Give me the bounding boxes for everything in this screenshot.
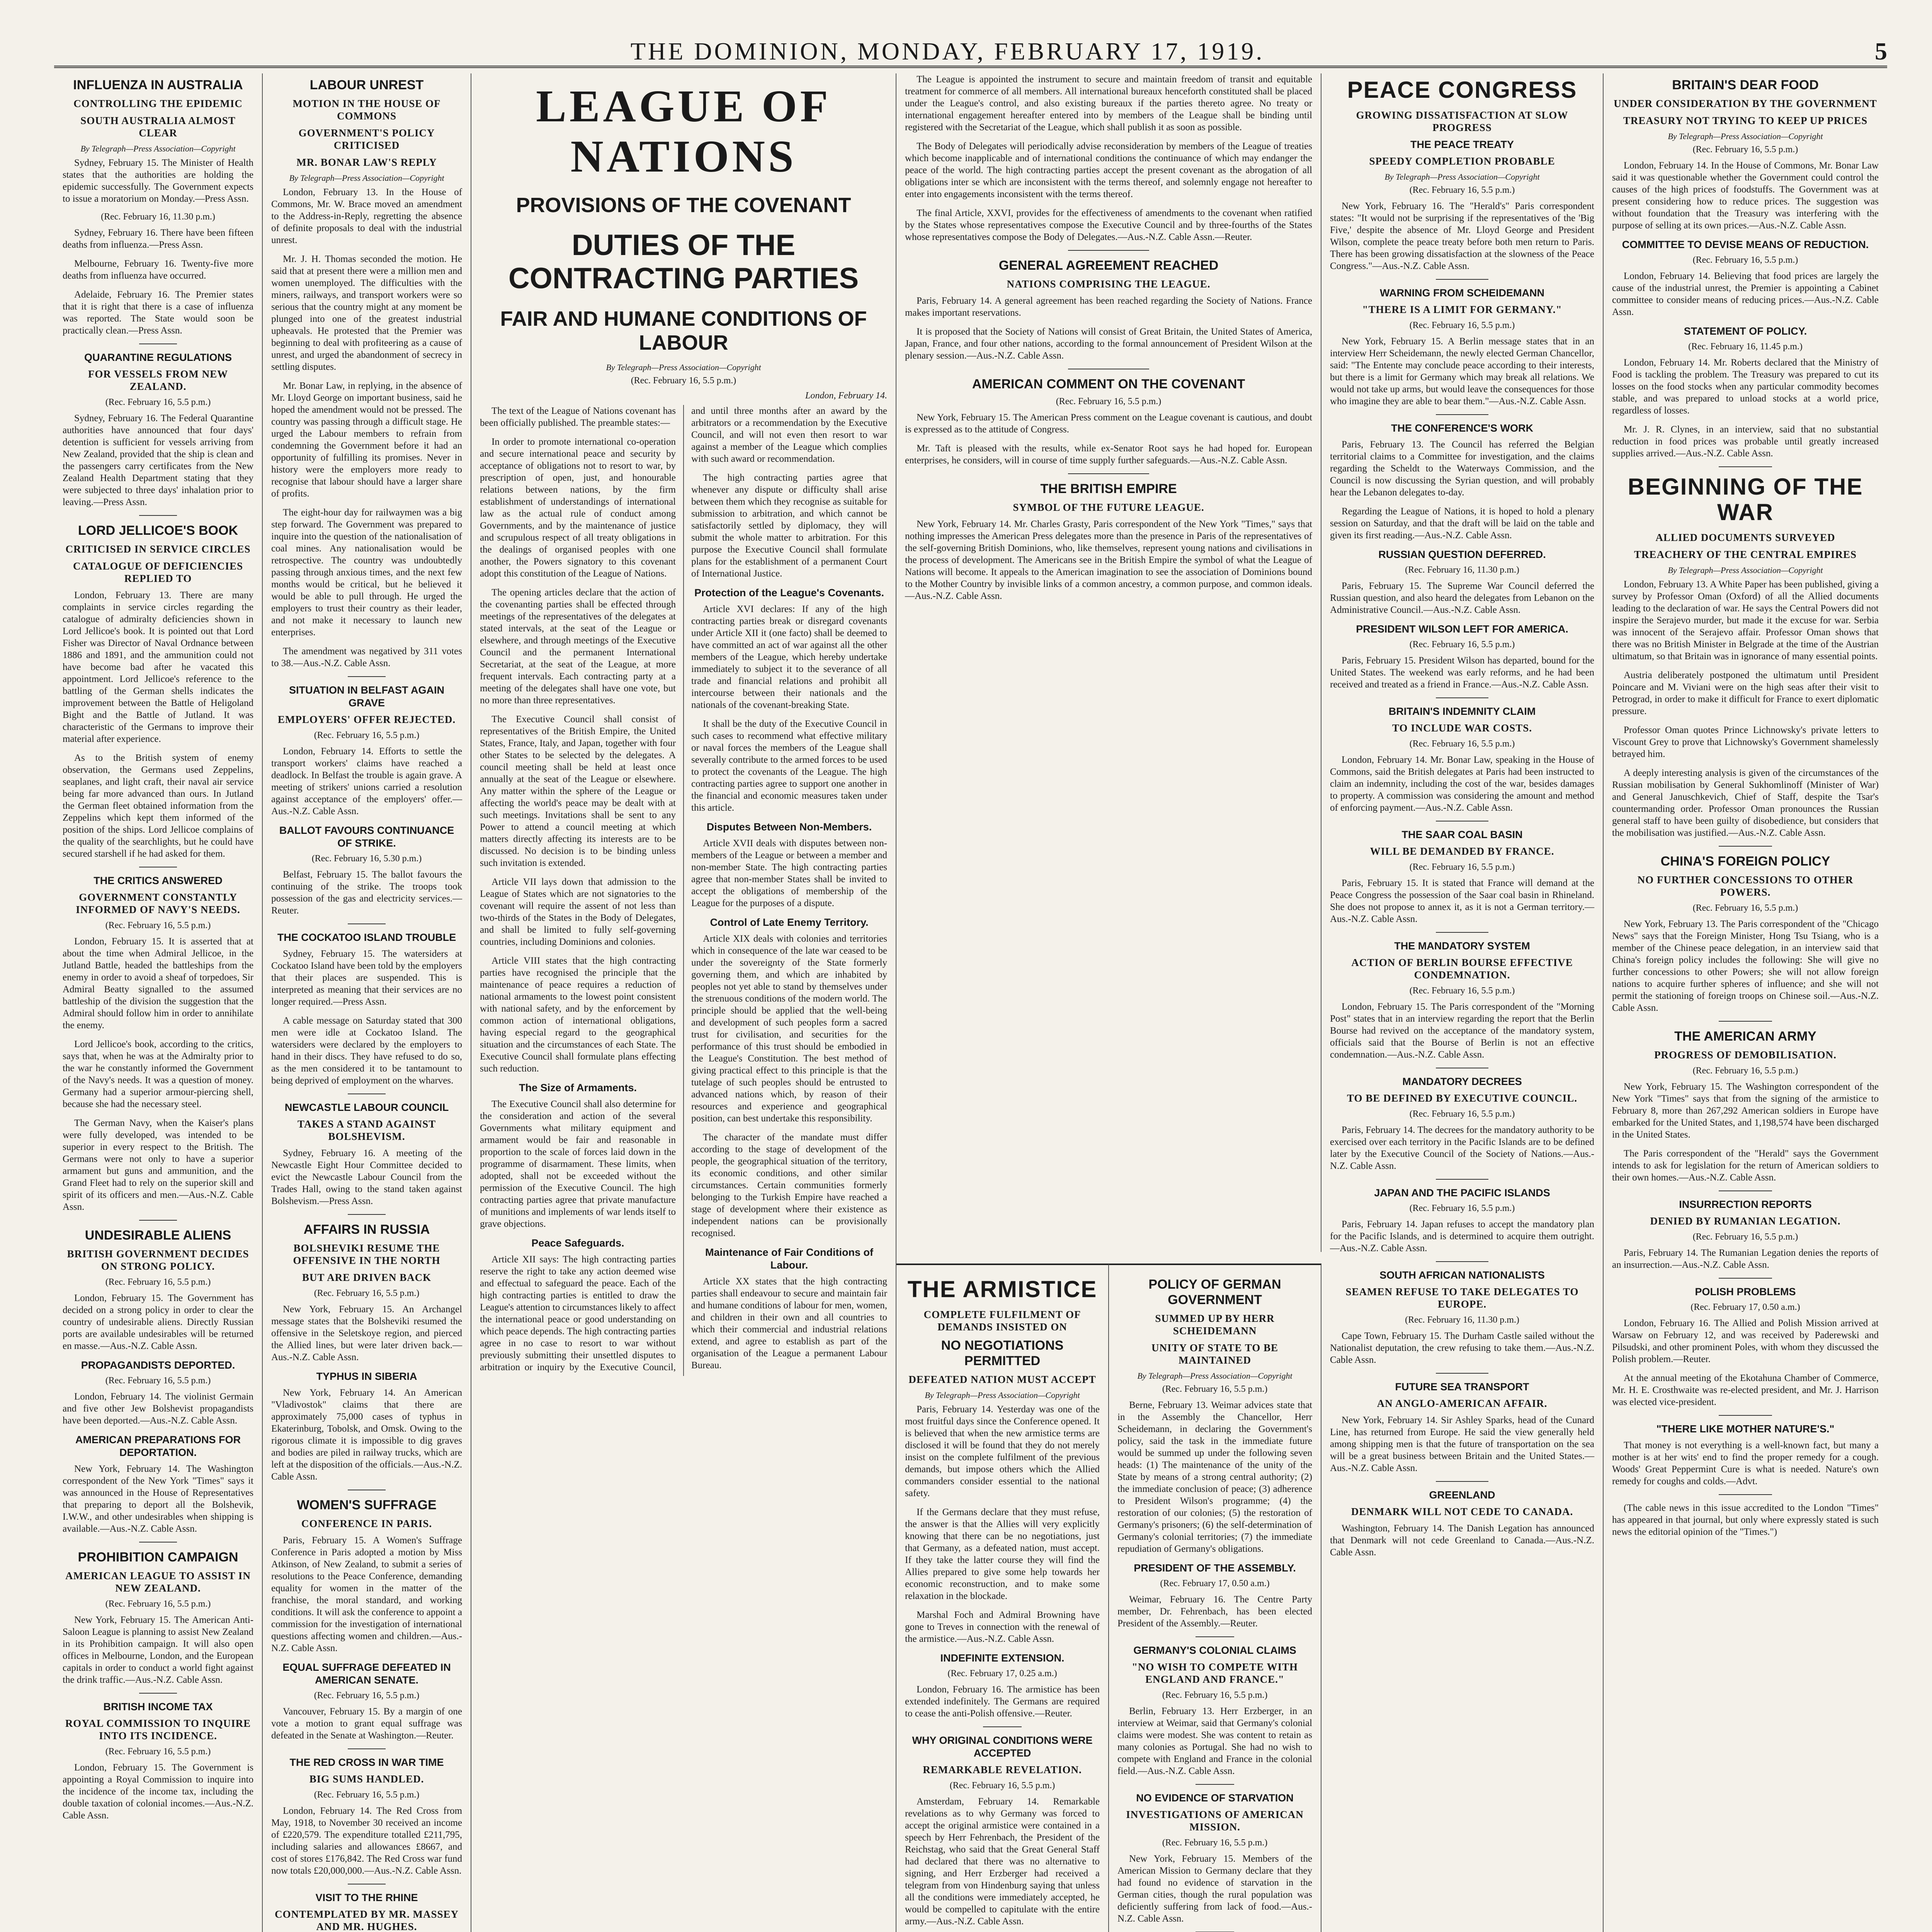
article-text: Sydney, February 15. The watersiders at Cockatoo Island have been told by the employers that their places are suspended. This is interpreted as meaning that their services are no longer required.—Press Assn. — [271, 949, 462, 1007]
subheadline: SEAMEN REFUSE TO TAKE DELEGATES TO EUROPE. — [1345, 1286, 1579, 1310]
section-heading: Protection of the League's Covenants. — [694, 587, 884, 599]
headline: THE CONFERENCE'S WORK — [1391, 422, 1533, 434]
section-heading: Maintenance of Fair Conditions of Labour. — [705, 1247, 873, 1271]
subheadline: THE PEACE TREATY — [1410, 139, 1514, 150]
headline: THE MANDATORY SYSTEM — [1394, 940, 1530, 952]
subheadline: MR. BONAR LAW'S REPLY — [296, 156, 437, 168]
article-text: New York, February 16. The "Herald's" Paris correspondent states: "It would not be surprising if the representatives of the 'Big Five,' despite the absence of Mr. Lloyd George and President Wilson, complete the peace treaty before both men return to Paris. There has been growing dissatisfaction at the slowness of the Peace Congress."—Aus.-N.Z. Cable Assn. — [1330, 201, 1594, 271]
receipt-date: (Rec. February 16, 11.30 p.m.) — [1405, 1315, 1519, 1325]
receipt-date: (Rec. February 16, 5.5 p.m.) — [1692, 255, 1798, 265]
headline: THE CRITICS ANSWERED — [94, 875, 223, 886]
receipt-date: (Rec. February 16, 5.5 p.m.) — [314, 1288, 420, 1298]
headline: QUARANTINE REGULATIONS — [84, 352, 232, 363]
article-text: Article VII lays down that admission to the League of States which are not signatories to the covenant will require the assent of not less than two-thirds of the States in the Body of Delegates, and shall be limited to fully self-governing countries, including Dominions and colonies. — [480, 877, 676, 947]
section-heading: Control of Late Enemy Territory. — [710, 917, 869, 928]
article-text: London, February 15. The Government has decided on a strong policy in order to clear the country of undesirable aliens. Directly Russian ports are available undesirables will be returned en masse.—Aus.-N.Z. Cable Assn. — [63, 1293, 253, 1351]
article-text: New York, February 15. The Washington correspondent of the New York "Times" says that from the signing of the armistice to February 8, more than 267,292 American soldiers in Europe have embarked for the United States, and 1,198,574 have been discharged in the United States. — [1612, 1082, 1879, 1140]
article-text: Weimar, February 16. The Centre Party member, Dr. Fehrenbach, has been elected President of the Assembly.—Reuter. — [1117, 1594, 1312, 1629]
article-text: The final Article, XXVI, provides for the effectiveness of amendments to the covenant when ratified by the States whose representatives compose the Executive Council and by three-fourths of the States whose representatives compose the Body of Delegates.—Aus.-N.Z. Cable Assn.—Reuter. — [905, 208, 1312, 242]
article-text: Belfast, February 15. The ballot favours the continuing of the strike. The troops took possession of the gas and electricity services.—Reuter. — [271, 869, 462, 916]
receipt-date: (Rec. February 16, 5.5 p.m.) — [1056, 396, 1162, 406]
article-text: Austria deliberately postponed the ultimatum until President Poincare and M. Viviani were on the high seas after their visit to Petrograd, in order to make it difficult for France to exert diplomatic pressure. — [1612, 670, 1879, 716]
subheadline: COMPLETE FULFILMENT OF DEMANDS INSISTED ON — [923, 1309, 1081, 1333]
headline: COMMITTEE TO DEVISE MEANS OF REDUCTION. — [1622, 239, 1869, 250]
credit-line: By Telegraph—Press Association—Copyright — [1668, 565, 1823, 575]
article-text: A deeply interesting analysis is given of the circumstances of the Russian mobilisation by General Sukhomlinoff (Minister of War) and General Januschkevich, Chief of Staff, despite the Tsar's countermanding order. Professor Oman pronounces the Russian general staff to have been guilty of disobedience, but considers that the mobilisation was justified.—Aus.-N.Z. Cable Assn. — [1612, 768, 1879, 838]
subheadline: SPEEDY COMPLETION PROBABLE — [1369, 155, 1555, 167]
article-text: At the annual meeting of the Ekotahuna Chamber of Commerce, Mr. H. E. Crosthwaite was re-elected president, and Mr. J. Harrison was elected vice-president. — [1612, 1373, 1879, 1407]
article-text: Mr. J. R. Clynes, in an interview, said that no substantial reduction in food prices was probable until greatly increased supplies arrived.—Aus.-N.Z. Cable Assn. — [1612, 424, 1879, 459]
headline: AFFAIRS IN RUSSIA — [303, 1222, 430, 1237]
headline: BRITISH INCOME TAX — [103, 1701, 213, 1713]
headline: LABOUR UNREST — [310, 78, 424, 92]
article-text: If the Germans declare that they must refuse, the answer is that the Allies will very explicitly knowing that there can be no negotiations, just that Germany, as a defeated nation, must accept. If they take the latter course they will find the Allies prepared to give some help towards her economic reconstruction, and to make some relaxation in the blockade. — [905, 1507, 1100, 1601]
article-text: Article XVI declares: If any of the high contracting parties break or disregard covenants under Article XII it (one facto) shall be deemed to have committed an act of war against all the other members of the League, which hereby undertake immediately to subject it to the severance of all trade and financial relations and prohibit all intercourse between their nationals and the nationals of the covenant-breaking State. — [691, 604, 887, 710]
receipt-date: (Rec. February 16, 5.5 p.m.) — [1692, 1066, 1798, 1076]
subheadline: BIG SUMS HANDLED. — [309, 1773, 424, 1785]
article-text: Paris, February 15. President Wilson has departed, bound for the United States. The weekend was early reforms, and he had been received and treated as a friend in France.—Aus.-N.Z. Cable Assn. — [1330, 655, 1594, 690]
article-text: Paris, February 14. The Rumanian Legation denies the reports of an insurrection.—Aus.-N.Z. Cable Assn. — [1612, 1248, 1879, 1270]
credit-line: By Telegraph—Press Association—Copyright — [289, 173, 444, 183]
headline: GERMANY'S COLONIAL CLAIMS — [1133, 1645, 1296, 1656]
receipt-date: (Rec. February 16, 5.5 p.m.) — [105, 1747, 211, 1757]
subheadline: SOUTH AUSTRALIA ALMOST CLEAR — [80, 115, 236, 139]
headline: NEWCASTLE LABOUR COUNCIL — [284, 1102, 449, 1113]
receipt-date: (Rec. February 17, 0.25 a.m.) — [947, 1668, 1057, 1679]
credit-line: By Telegraph—Press Association—Copyright — [1668, 131, 1823, 141]
article-text: Sydney, February 15. The Minister of Health states that the authorities are holding the epidemic successfully. The Government expects to issue a moratorium on Monday.—Press Assn. — [63, 158, 253, 204]
headline: PROHIBITION CAMPAIGN — [78, 1550, 238, 1565]
credit-line: By Telegraph—Press Association—Copyright — [1384, 172, 1540, 182]
article-text: Vancouver, February 15. By a margin of one vote a motion to grant equal suffrage was defeated in the Senate at Washington.—Reuter. — [271, 1706, 462, 1741]
article-text: New York, February 15. The American Anti-Saloon League is planning to assist New Zealand in its Prohibition campaign. It will also open offices in Melbourne, London, and the European capitals in order to conduct a world fight against the drink traffic.—Aus.-N.Z. Cable Assn. — [63, 1615, 253, 1685]
dateline: London, February 14. — [805, 391, 887, 401]
subheadline: SYMBOL OF THE FUTURE LEAGUE. — [1013, 502, 1204, 513]
receipt-date: (Rec. February 16, 5.5 p.m.) — [1409, 739, 1515, 749]
headline: RUSSIAN QUESTION DEFERRED. — [1378, 549, 1546, 560]
article-text: Lord Jellicoe's book, according to the critics, says that, when he was at the Admiralty prior to the war he constantly informed the Government of the Navy's needs. It was a question of money. Germany had a superior armour-piercing shell, because she had the necessary steel. — [63, 1039, 253, 1109]
headline: TYPHUS IN SIBERIA — [316, 1371, 417, 1382]
article-text: London, February 16. The armistice has been extended indefinitely. The Germans are required to cease the anti-Polish offensive.—Reuter. — [905, 1684, 1100, 1719]
article-text: The character of the mandate must differ according to the stage of development of the people, the geographical situation of the territory, its economic conditions, and other similar circumstances. Certain communities formerly belonging to the Turkish Empire have reached a stage of development where their existence as independent nations can be provisionally recognised. — [691, 1132, 887, 1238]
paper-title: THE DOMINION, MONDAY, FEBRUARY 17, 1919. — [630, 37, 1265, 65]
receipt-date: (Rec. February 16, 5.5 p.m.) — [105, 1376, 211, 1386]
subheadline: MOTION IN THE HOUSE OF COMMONS — [293, 98, 441, 122]
headline: STATEMENT OF POLICY. — [1684, 325, 1807, 337]
headline: PROPAGANDISTS DEPORTED. — [81, 1359, 235, 1371]
subheadline: BUT ARE DRIVEN BACK — [302, 1272, 432, 1283]
headline: AMERICAN PREPARATIONS FOR DEPORTATION. — [75, 1434, 241, 1458]
credit-line: By Telegraph—Press Association—Copyright — [606, 362, 761, 372]
subheadline: AMERICAN LEAGUE TO ASSIST IN NEW ZEALAND. — [65, 1570, 251, 1594]
receipt-date: (Rec. February 16, 5.5 p.m.) — [1409, 986, 1515, 996]
article-text: Paris, February 15. The Supreme War Council deferred the Russian question, and also heard the delegates from Lebanon on the Administrative Council.—Aus.-N.Z. Cable Assn. — [1330, 581, 1594, 615]
headline: AMERICAN COMMENT ON THE COVENANT — [972, 377, 1245, 391]
headline: "THERE LIKE MOTHER NATURE'S." — [1656, 1423, 1835, 1435]
subheadline: PROGRESS OF DEMOBILISATION. — [1654, 1049, 1837, 1061]
headline: GREENLAND — [1429, 1489, 1495, 1501]
article-text: The high contracting parties agree that whenever any dispute or difficulty shall arise between them which they recognise as suitable for submission to arbitration, and which cannot be satisfactorily settled by diplomacy, they will submit the whole matter to arbitration. For this purpose the Executive Council shall formulate plans for the establishment of a permanent Court of International Justice. — [691, 473, 887, 579]
receipt-date: (Rec. February 16, 5.5 p.m.) — [631, 376, 736, 386]
subheadline: CRITICISED IN SERVICE CIRCLES — [65, 543, 251, 555]
column-league-side — [896, 73, 1321, 1252]
subheadline: ACTION OF BERLIN BOURSE EFFECTIVE CONDEMNATION. — [1351, 957, 1573, 981]
subheadline: UNITY OF STATE TO BE MAINTAINED — [1151, 1342, 1279, 1366]
article-text: In order to promote international co-operation and secure international peace and security by acceptance of obligations not to resort to war, by prescription of open, just, and honourable relations between nations, by the firm establishment of understandings of international law as the actual rule of conduct among Governments, and by the maintenance of justice and scrupulous respect of all treaty obligations in the dealings of organised peoples with one another, the Powers signatory to this covenant adopt this constitution of the League of Nations. — [480, 437, 676, 579]
article-text: Mr. Taft is pleased with the results, while ex-Senator Root says he had hoped for. European enterprises, he considers, will in course of time supply further safeguards.—Aus.-N.Z. Cable Assn. — [905, 443, 1312, 466]
subheadline: GOVERNMENT CONSTANTLY INFORMED OF NAVY'S NEEDS. — [76, 891, 240, 915]
article-text: The opening articles declare that the action of the covenanting parties shall be effected through meetings of the representatives of the delegates at stated intervals, at the seat of the League or elsewhere, and through meetings of the Executive Council and the permanent International Secretariat, at the seat of the League, at more frequent intervals. Each contracting party at a meeting of the delegates shall have one vote, but no more than three representatives. — [480, 587, 676, 706]
article-text: New York, February 14. Sir Ashley Sparks, head of the Cunard Line, has returned from Europe. He said the view generally held among shipping men is that the future of transportation on the sea will be a great business between Britain and the United States.—Aus.-N.Z. Cable Assn. — [1330, 1415, 1594, 1473]
headline: SOUTH AFRICAN NATIONALISTS — [1379, 1269, 1545, 1281]
subheadline: NO NEGOTIATIONS PERMITTED — [941, 1338, 1064, 1368]
article-text: New York, February 15. A Berlin message states that in an interview Herr Scheidemann, the newly elected German Chancellor, said: "The Entente may conclude peace according to their interests, but there is a limit for Germany which may break all relations. We would not take up arms, but would leave the consequences for those who imagine they are able to bear them."—Aus.-N.Z. Cable Assn. — [1330, 336, 1594, 406]
columns — [54, 73, 1887, 1932]
article-text: Sydney, February 16. The Federal Quarantine authorities have announced that four days' detention is sufficient for vessels arriving from New Zealand, provided that the ship is clean and the passengers carry certificates from the New Zealand Health Department stating that they were subjected to three days' inhalation prior to leaving.—Press Assn. — [63, 413, 253, 507]
article-text: Sydney, February 16. There have been fifteen deaths from influenza.—Press Assn. — [63, 228, 253, 250]
headline: THE RED CROSS IN WAR TIME — [289, 1757, 444, 1768]
article-text: Article XII says: The high contracting parties reserve the right to take any action deemed wise and effectual to safeguard the peace. Each of the high contracting parties is entitled to draw the League's attention to circumstances likely to affect the international peace or good understanding on which peace depends. The high contracting parties agree in no case to resort to war without previously submitting their unsettled disputes to arbitration or inquiry by the Executive Council, and until three months after an award by the arbitrators or a recommendation by the Executive Council, and will not even then resort to war against a member of the League which complies with such award or recommendation. — [480, 406, 887, 1372]
subheadline: AN ANGLO-AMERICAN AFFAIR. — [1377, 1398, 1548, 1409]
article-text: The Body of Delegates will periodically advise reconsideration by members of the League of treaties which become inapplicable and of international conditions the continuance of which may endanger the peace of the world. The high contracting parties accept the present covenant as the abrogation of all obligations inter se which are inconsistent with the terms thereof, and solemnly engage not hereafter to enter into engagements inconsistent with the terms thereof. — [905, 141, 1312, 199]
article-text: Article XIX deals with colonies and territories which in consequence of the late war ceased to be under the sovereignty of the State formerly governing them, and which are inhabited by peoples not yet able to stand by themselves under the strenuous conditions of the modern world. The principle should be applied that the well-being and development of such peoples form a sacred trust for civilisation, and securities for the performance of this trust should be embodied in the League's Constitution. The best method of giving practical effect to this principle is that the tutelage of such peoples should be entrusted to advanced nations which, by reason of their resources and experience and geographical position, can best undertake this responsibility. — [691, 934, 887, 1124]
subheadline: TO BE DEFINED BY EXECUTIVE COUNCIL. — [1347, 1092, 1578, 1104]
article-text: Paris, February 14. Yesterday was one of the most fruitful days since the Conference opened. It is believed that when the new armistice terms are disclosed it will be found that they do not merely insist on the complete fulfilment of the previous demands, but impose others which the Allied commanders consider essential to the national safety. — [905, 1404, 1100, 1498]
column-influenza — [54, 73, 263, 1932]
headline: THE AMERICAN ARMY — [1674, 1029, 1816, 1044]
article-text: London, February 15. The Government is appointing a Royal Commission to inquire into the incidence of the income tax, including the double taxation of colonial incomes.—Aus.-N.Z. Cable Assn. — [63, 1762, 253, 1821]
headline: EQUAL SUFFRAGE DEFEATED IN AMERICAN SENATE. — [282, 1662, 451, 1686]
article-text: The eight-hour day for railwaymen was a big step forward. The Government was prepared to inquire into the question of the nationalisation of coal mines. Any nationalisation would be retrospective. The country was undoubtedly passing through anxious times, and the next few months would be critical, but he believed it would be able to pull through. He urged the employers to trust their country as their leader, and not make it necessary to launch new enterprises. — [271, 507, 462, 638]
headline: THE ARMISTICE — [907, 1276, 1097, 1302]
headline: SITUATION IN BELFAST AGAIN GRAVE — [289, 684, 444, 709]
headline: VISIT TO THE RHINE — [315, 1892, 418, 1903]
article-text: A cable message on Saturday stated that 300 men were idle at Cockatoo Island. The watersiders were declared by the employers to hand in their discs. They have refused to do so, as the men considered it to be tantamount to being deprived of employment on the wharves. — [271, 1015, 462, 1086]
article-text: London, February 14. The violinist Germain and five other Jew Bolshevist propagandists have been deported.—Aus.-N.Z. Cable Assn. — [63, 1391, 253, 1426]
subheadline: ALLIED DOCUMENTS SURVEYED — [1655, 532, 1835, 543]
article-text: New York, February 14. An American "Vladivostok" claims that there are approximately 75,000 cases of typhus in Ekaterinburg, Tobolsk, and Omsk. Owing to the rigorous climate it is impossible to dig graves and bodies are piled in railway trucks, which are left at the disposition of the officials.—Aus.-N.Z. Cable Assn. — [271, 1388, 462, 1482]
article-text: Article VIII states that the high contracting parties have recognised the principle that the maintenance of peace requires a reduction of national armaments to the lowest point consistent with national safety, and by the enforcement by common action of international obligations, having especial regard to the geographical situation and the circumstances of each State. The Executive Council shall formulate plans effecting such reduction. — [480, 956, 676, 1074]
credit-line: By Telegraph—Press Association—Copyright — [925, 1390, 1080, 1400]
receipt-date: (Rec. February 16, 5.5 p.m.) — [1409, 185, 1515, 195]
receipt-date: (Rec. February 16, 5.5 p.m.) — [1162, 1838, 1268, 1848]
column-league-of-nations — [471, 73, 896, 1932]
headline: INDEFINITE EXTENSION. — [940, 1652, 1065, 1664]
article-text: Paris, February 14. A general agreement has been reached regarding the Society of Nations. France makes important reservations. — [905, 296, 1312, 318]
article-text: Mr. J. H. Thomas seconded the motion. He said that at present there were a million men and women unemployed. The difficulties with the miners, railways, and transport workers were so serious that the country might at any moment be plunged into one of the greatest industrial upheavals. He protested that the Premier was beginning to deal with profiteering as a cause of unrest, and urged the abandonment of secrecy in settling disputes. — [271, 254, 462, 372]
receipt-date: (Rec. February 16, 5.5 p.m.) — [314, 1690, 420, 1701]
article-text: Adelaide, February 16. The Premier states that it is right that there is a case of influenza was reported. The State would soon be practically clean.—Press Assn. — [63, 289, 253, 336]
headline: PEACE CONGRESS — [1347, 77, 1577, 103]
headline: FUTURE SEA TRANSPORT — [1395, 1381, 1529, 1393]
article-text: London, February 15. The Paris correspondent of the "Morning Post" states that in an interview regarding the report that the Berlin Bourse had revived on the acceptance of the mandatory system, officials said that the Bourse of Berlin is not an effective condemnation.—Aus.-N.Z. Cable Assn. — [1330, 1002, 1594, 1060]
headline: LORD JELLICOE'S BOOK — [78, 523, 238, 538]
article-text: The text of the League of Nations covenant has been officially published. The preamble states:— — [480, 406, 676, 428]
masthead — [54, 23, 1887, 68]
headline: JAPAN AND THE PACIFIC ISLANDS — [1374, 1187, 1550, 1199]
article-text: Washington, February 14. The Danish Legation has announced that Denmark will not cede Greenland to Canada.—Aus.-N.Z. Cable Assn. — [1330, 1523, 1594, 1558]
subheadline: EMPLOYERS' OFFER REJECTED. — [277, 714, 456, 725]
section-heading: Disputes Between Non-Members. — [706, 821, 872, 833]
headline: GENERAL AGREEMENT REACHED — [998, 258, 1219, 273]
article-text: Sydney, February 16. A meeting of the Newcastle Eight Hour Committee decided to evict the Newcastle Labour Council from the Trades Hall, owing to the stand taken against Bolshevism.—Press Assn. — [271, 1148, 462, 1206]
receipt-date: (Rec. February 16, 5.5 p.m.) — [1692, 145, 1798, 155]
headline: THE COCKATOO ISLAND TROUBLE — [277, 932, 456, 943]
receipt-date: (Rec. February 16, 11.45 p.m.) — [1688, 342, 1803, 352]
article-text: Paris, February 14. The decrees for the mandatory authority to be exercised over each territory in the Pacific Islands are to be defined later by the Executive Council of the Society of Nations.—Aus.-N.Z. Cable Assn. — [1330, 1125, 1594, 1171]
article-text: New York, February 14. The Washington correspondent of the New York "Times" says it was announced in the House of Representatives that preparing to deport all the Bolshevik, I.W.W., and other undesirables when shipping is available.—Aus.-N.Z. Cable Assn. — [63, 1464, 253, 1534]
article-text: The Executive Council shall also determine for the consideration and action of the several Governments what military equipment and armament would be fair and reasonable in proportion to the scale of forces laid down in the programme of disarmament. These limits, when adopted, shall not be exceeded without the permission of the Executive Council. The high contracting parties agree that private manufacture of munitions and implements of war lends itself to grave objections. — [480, 1099, 676, 1229]
headline: MANDATORY DECREES — [1402, 1076, 1522, 1087]
subheadline: DENMARK WILL NOT CEDE TO CANADA. — [1351, 1506, 1573, 1517]
article-text: New York, February 13. The Paris correspondent of the "Chicago News" says that the Foreign Minister, Hong Tsu Tsiang, who is a member of the Chinese peace delegation, in an interview said that China's foreign policy includes the following: She will give no further concessions to other Powers; she will not allow foreign nations to acquire further spheres of influence; and she will not permit the stationing of foreign troops on Chinese soil.—Aus.-N.Z. Cable Assn. — [1612, 919, 1879, 1013]
headline: THE SAAR COAL BASIN — [1401, 829, 1523, 840]
receipt-date: (Rec. February 17, 0.50 a.m.) — [1160, 1578, 1270, 1588]
subheadline: GROWING DISSATISFACTION AT SLOW PROGRESS — [1356, 109, 1568, 133]
column-britains-food — [1604, 73, 1887, 1932]
column-german-policy — [1109, 1264, 1321, 1932]
article-text: The Executive Council shall consist of representatives of the British Empire, the United States, France, Italy, and Japan, together with four other States to be selected by the delegates. A council meeting shall be held at least once annually at the seat of the League or elsewhere. Any matter within the sphere of the League or affecting the world's peace may be dealt with at such meetings. Invitations shall be sent to any Power to attend a council meeting at which matters directly affecting its interests are to be discussed. No decision is to be binding unless such invitation is extended. — [480, 714, 676, 868]
headline: BALLOT FAVOURS CONTINUANCE OF STRIKE. — [279, 825, 454, 849]
subheadline: DENIED BY RUMANIAN LEGATION. — [1650, 1215, 1841, 1227]
receipt-date: (Rec. February 16, 5.30 p.m.) — [311, 854, 422, 864]
subheadline: TREASURY NOT TRYING TO KEEP UP PRICES — [1623, 115, 1868, 126]
subheadline: "THERE IS A LIMIT FOR GERMANY." — [1362, 304, 1562, 315]
credit-line: By Telegraph—Press Association—Copyright — [1137, 1371, 1293, 1381]
article-text: London, February 14. Mr. Bonar Law, speaking in the House of Commons, said the British delegates at Paris had been instructed to claim an indemnity, including the cost of the war, besides damages to property. A commission was considering the amount and method of enforcing payment.—Aus.-N.Z. Cable Assn. — [1330, 755, 1594, 813]
subheadline: UNDER CONSIDERATION BY THE GOVERNMENT — [1614, 98, 1877, 109]
receipt-date: (Rec. February 16, 5.5 p.m.) — [1162, 1690, 1268, 1700]
article-text: It shall be the duty of the Executive Council in such cases to recommend what effective military or naval forces the members of the League shall severally contribute to the armed forces to be used to protect the covenants of the League. The high contracting parties agree to support one another in the financial and economic measures taken under this article. — [691, 719, 887, 813]
article-text: The League is appointed the instrument to secure and maintain freedom of transit and equitable treatment for commerce of all members. All international bureaux henceforth constituted shall be placed under the League's control, and also existing bureaux if the parties thereto agree. No treaty or international engagement hereafter entered into by members of the League shall be binding until registered with the Secretariat of the League, which shall publish it as soon as possible. — [905, 74, 1312, 133]
page-number: 5 — [1875, 37, 1887, 65]
headline: POLICY OF GERMAN GOVERNMENT — [1148, 1277, 1281, 1307]
receipt-date: (Rec. February 16, 11.30 p.m.) — [101, 212, 215, 222]
article-text: That money is not everything is a well-known fact, but many a mother is at her wits' end to find the proper remedy for a cough. Woods' Great Peppermint Cure is what is needed. Nature's own remedy for coughs and colds.—Advt. — [1612, 1440, 1879, 1486]
article-text: London, February 14. Believing that food prices are largely the cause of the industrial unrest, the Premier is appointing a Cabinet committee to consider means of reducing prices.—Aus.-N.Z. Cable Assn. — [1612, 271, 1879, 317]
article-text: It is proposed that the Society of Nations will consist of Great Britain, the United States of America, Japan, France, and four other nations, according to the formal announcement of President Wilson at the plenary session.—Aus.-N.Z. Cable Assn. — [905, 327, 1312, 361]
subheadline: CONTEMPLATED BY MR. MASSEY AND MR. HUGHES. — [274, 1908, 459, 1932]
column-armistice — [896, 1264, 1109, 1932]
headline: UNDESIRABLE ALIENS — [85, 1228, 231, 1243]
article-text: New York, February 15. An Archangel message states that the Bolsheviki resumed the offensive in the Seletskoye region, and pierced the Allied lines, but were later driven back.—Aus.-N.Z. Cable Assn. — [271, 1304, 462, 1362]
editorial-note: (The cable news in this issue accredited to the London "Times" has appeared in that journal, but only where expressly stated is such news the editorial opinion of the "Times.") — [1612, 1503, 1879, 1537]
article-text: London, February 14. Efforts to settle the transport workers' claims have reached a deadlock. In Belfast the trouble is again grave. A meeting of strikers' unions carried a resolution against acceptance of the employers' offer.—Aus.-N.Z. Cable Assn. — [271, 746, 462, 816]
headline: BRITAIN'S DEAR FOOD — [1672, 78, 1819, 92]
receipt-date: (Rec. February 16, 5.5 p.m.) — [314, 730, 420, 740]
subheadline: TREACHERY OF THE CENTRAL EMPIRES — [1634, 549, 1857, 560]
headline: INFLUENZA IN AUSTRALIA — [73, 78, 243, 92]
subheadline: DUTIES OF THE CONTRACTING PARTIES — [508, 229, 859, 295]
headline: THE BRITISH EMPIRE — [1040, 481, 1177, 496]
subheadline: CATALOGUE OF DEFICIENCIES REPLIED TO — [73, 560, 243, 584]
headline: PRESIDENT OF THE ASSEMBLY. — [1134, 1562, 1296, 1574]
headline: CHINA'S FOREIGN POLICY — [1660, 854, 1830, 869]
headline: NO EVIDENCE OF STARVATION — [1136, 1792, 1294, 1804]
article-text: Professor Oman quotes Prince Lichnowsky's private letters to Viscount Grey to prove that Lichnowsky's Government shamelessly betrayed him. — [1612, 725, 1879, 759]
article-text: London, February 15. It is asserted that at about the time when Admiral Jellicoe, in the Jutland Battle, headed the battleships from the enemy in order to avoid a sheaf of torpedoes, Sir Admiral Beatty signalled to the assumed battleship of the division the suggestion that the Admiral should follow him in order to annihilate the enemy. — [63, 936, 253, 1031]
article-text: Paris, February 14. Japan refuses to accept the mandatory plan for the Pacific Islands, and is determined to acquire them outright.—Aus.-N.Z. Cable Assn. — [1330, 1219, 1594, 1253]
receipt-date: (Rec. February 16, 5.5 p.m.) — [314, 1790, 420, 1800]
article-text: Article XX states that the high contracting parties shall endeavour to secure and maintain fair and humane conditions of labour for men, women, and children in their own and all countries to which their commercial and industrial relations extend, and agree to establish as part of the organisation of the League a permanent Labour Bureau. — [691, 1276, 887, 1371]
article-text: The German Navy, when the Kaiser's plans were fully developed, was intended to be superior in every respect to the British. The Germans were not only to have a superior armament but guns and ammunition, and the Grand Fleet had to rely on the superior skill and spirit of its officers and men.—Aus.-N.Z. Cable Assn. — [63, 1118, 253, 1212]
subheadline: TAKES A STAND AGAINST BOLSHEVISM. — [297, 1118, 436, 1142]
article-text: London, February 16. The Allied and Polish Mission arrived at Warsaw on February 12, and was received by Paderewski and Pilsudski, and other prominent Poles, with whom they discussed the Polish problem.—Reuter. — [1612, 1318, 1879, 1364]
article-text: Paris, February 15. It is stated that France will demand at the Peace Congress the possession of the Saar coal basin in Rhineland. She does not propose to annex it, as it is not a German territory.—Aus.-N.Z. Cable Assn. — [1330, 878, 1594, 924]
subheadline: TO INCLUDE WAR COSTS. — [1392, 722, 1532, 734]
section-heading: The Size of Armaments. — [519, 1082, 637, 1094]
article-text: New York, February 15. The American Press comment on the League covenant is cautious, and doubt is expressed as to the attitude of Congress. — [905, 412, 1312, 435]
headline: PRESIDENT WILSON LEFT FOR AMERICA. — [1356, 623, 1568, 635]
subheadline: DEFEATED NATION MUST ACCEPT — [908, 1374, 1096, 1385]
article-text: London, February 13. There are many complaints in service circles regarding the catalogue of admiralty deficiencies shown in Lord Jellicoe's book. It is pointed out that Lord Fisher was Director of Naval Ordnance between 1886 and 1891, and the ammunition could not have become bad after he vacated this appointment. Lord Jellicoe's reference to the battling of the German shells indicates the improvement between the Battle of Heligoland Bight and the Battle of Jutland. It was characteristic of the Germans to improve their material after experience. — [63, 590, 253, 744]
headline: WARNING FROM SCHEIDEMANN — [1380, 287, 1544, 299]
subheadline: WILL BE DEMANDED BY FRANCE. — [1370, 845, 1554, 857]
subheadline: CONTROLLING THE EPIDEMIC — [73, 98, 243, 109]
subheadline: FAIR AND HUMANE CONDITIONS OF LABOUR — [500, 307, 867, 354]
receipt-date: (Rec. February 16, 5.5 p.m.) — [105, 397, 211, 407]
article-text: Mr. Bonar Law, in replying, in the absence of Mr. Lloyd George on important business, said he hoped the amendment would not be pressed. The country was passing through a difficult stage. He urged the Labour members to refrain from condemning the Government before it had an opportunity of fulfilling its promises. Never in history were the employers more ready to recognise that labour should have a larger share of profits. — [271, 381, 462, 499]
receipt-date: (Rec. February 16, 5.5 p.m.) — [1692, 903, 1798, 913]
subheadline: SUMMED UP BY HERR SCHEIDEMANN — [1155, 1313, 1275, 1337]
receipt-date: (Rec. February 16, 5.5 p.m.) — [1692, 1232, 1798, 1242]
headline: WOMEN'S SUFFRAGE — [297, 1498, 437, 1512]
column-peace-congress — [1321, 73, 1604, 1932]
receipt-date: (Rec. February 16, 5.5 p.m.) — [1409, 862, 1515, 872]
receipt-date: (Rec. February 16, 5.5 p.m.) — [105, 1277, 211, 1287]
subheadline: CONFERENCE IN PARIS. — [301, 1518, 432, 1529]
article-text: London, February 13. In the House of Commons, Mr. W. Brace moved an amendment to the Address-in-Reply, regretting the absence of definite proposals to deal with the industrial unrest. — [271, 187, 462, 245]
article-text: Article XVII deals with disputes between non-members of the League or between a member and non-member State. The high contracting parties agree that non-member States shall be invited to accept the obligations of membership of the League for the purposes of a dispute. — [691, 838, 887, 908]
article-text: London, February 14. Mr. Roberts declared that the Ministry of Food is tackling the problem. The Treasury was prepared to cut its losses on the food stocks when any particular commodity becomes stable, and was prepared to unload stocks at a world price, regardless of losses. — [1612, 357, 1879, 416]
article-text: Marshal Foch and Admiral Browning have gone to Treves in connection with the renewal of the armistice.—Aus.-N.Z. Cable Assn. — [905, 1610, 1100, 1644]
article-text: New York, February 15. Members of the American Mission to Germany declare that they had found no evidence of starvation in the German cities, though the rural population was deficiently suffering from lack of food.—Aus.-N.Z. Cable Assn. — [1117, 1854, 1312, 1924]
article-text: Regarding the League of Nations, it is hoped to hold a plenary session on Saturday, and that the draft will be laid on the table and given its first reading.—Aus.-N.Z. Cable Assn. — [1330, 506, 1594, 541]
subheadline: NO FURTHER CONCESSIONS TO OTHER POWERS. — [1637, 874, 1854, 898]
subheadline: INVESTIGATIONS OF AMERICAN MISSION. — [1126, 1809, 1304, 1833]
headline: POLISH PROBLEMS — [1695, 1286, 1796, 1298]
subheadline: REMARKABLE REVELATION. — [923, 1764, 1082, 1776]
receipt-date: (Rec. February 16, 5.5 p.m.) — [1409, 639, 1515, 650]
article-text: London, February 14. In the House of Commons, Mr. Bonar Law said it was questionable whether the Government could control the causes of the high prices of foodstuffs. The Government was at present considering how to reduce prices. The suggestion was without foundation that the Treasury was interfering with the purpose of selling at its own prices.—Aus.-N.Z. Cable Assn. — [1612, 160, 1879, 231]
subheadline: FOR VESSELS FROM NEW ZEALAND. — [88, 368, 228, 392]
main-headline: LEAGUE OF NATIONS — [536, 81, 831, 182]
receipt-date: (Rec. February 16, 5.5 p.m.) — [949, 1781, 1055, 1791]
section-heading: Peace Safeguards. — [531, 1237, 624, 1249]
receipt-date: (Rec. February 16, 5.5 p.m.) — [1409, 1109, 1515, 1119]
article-text: Melbourne, February 16. Twenty-five more deaths from influenza have occurred. — [63, 259, 253, 281]
headline: BEGINNING OF THE WAR — [1628, 474, 1863, 525]
receipt-date: (Rec. February 16, 5.5 p.m.) — [105, 920, 211, 930]
article-text: The Paris correspondent of the "Herald" says the Government intends to ask for legislation for the return of American soldiers to their own homes.—Aus.-N.Z. Cable Assn. — [1612, 1148, 1879, 1183]
credit-line: By Telegraph—Press Association—Copyright — [80, 144, 236, 153]
subheadline: NATIONS COMPRISING THE LEAGUE. — [1007, 278, 1211, 290]
column-labour — [263, 73, 471, 1932]
article-text: Paris, February 13. The Council has referred the Belgian territorial claims to a Committee for investigation, and the claims regarding the Scheldt to the Waterways Commission, and the Council is now discussing the Syrian question, and will probably hear the Lebanon delegates to-day. — [1330, 439, 1594, 498]
article-text: Amsterdam, February 14. Remarkable revelations as to why Germany was forced to accept the original armistice were contained in a speech by Herr Fehrenbach, the President of the Reichstag, who said that the Great General Staff had declared that there was no alternative to signing, and Herr Erzberger had received a telegram from von Hindenburg saying that unless all the conditions were immediately accepted, he would be compelled to capitulate with the entire army.—Aus.-N.Z. Cable Assn. — [905, 1796, 1100, 1927]
headline: BRITAIN'S INDEMNITY CLAIM — [1388, 706, 1536, 717]
receipt-date: (Rec. February 16, 5.5 p.m.) — [105, 1599, 211, 1609]
article-text: Cape Town, February 15. The Durham Castle sailed without the Nationalist deputation, the crew refusing to take them.—Aus.-N.Z. Cable Assn. — [1330, 1331, 1594, 1365]
receipt-date: (Rec. February 16, 5.5 p.m.) — [1409, 320, 1515, 330]
subheadline: ROYAL COMMISSION TO INQUIRE INTO ITS INCIDENCE. — [65, 1718, 251, 1742]
article-text: Berlin, February 13. Herr Erzberger, in an interview at Weimar, said that Germany's colonial claims were modest. She was content to retain as many colonies as Portugal. She had no wish to compete with England and France in the colonial field.—Aus.-N.Z. Cable Assn. — [1117, 1706, 1312, 1776]
article-text: London, February 13. A White Paper has been published, giving a survey by Professor Oman (Oxford) of all the Allied documents leading to the declaration of war. He says the Central Powers did not inspire the Serajevo murder, but made it the excuse for war. Serbia was innocent of the Serajevo affair. Professor Oman shows that there was no British Minister in Belgrade at the time of the Austrian ultimatum, so that Britain was in ignorance of many essential points. — [1612, 579, 1879, 662]
league-body — [480, 405, 887, 1376]
receipt-date: (Rec. February 17, 0.50 a.m.) — [1690, 1302, 1800, 1312]
article-text: Berne, February 13. Weimar advices state that in the Assembly the Chancellor, Herr Scheidemann, in declaring the Government's policy, said the task in the immediate future would be summed up under the following seven heads: (1) The maintenance of the unity of the State by means of a strong central authority; (2) the immediate conclusion of peace; (3) adherence to President Wilson's programme; (4) the restoration of our colonies; (5) the restoration of Germany's prisoners; (6) the self-determination of Germany's colonial territories; (7) the immediate repudiation of Germany's obligations. — [1117, 1400, 1312, 1554]
subheadline: BOLSHEVIKI RESUME THE OFFENSIVE IN THE NORTH — [293, 1242, 440, 1266]
receipt-date: (Rec. February 16, 5.5 p.m.) — [1409, 1203, 1515, 1213]
article-text: New York, February 14. Mr. Charles Grasty, Paris correspondent of the New York "Times," says that nothing impresses the American Press delegates more than the presence in Paris of the representatives of the self-governing British Dominions, who, like themselves, represent young nations and civilisations in the process of development. The Americans see in the British Empire the symbol of what the League of Nations will become. It appeals to the American imagination to see the association of Dominions bound to the Mother Country by invisible links of a common ancestry, a common purpose, and common ideals.—Aus.-N.Z. Cable Assn. — [905, 519, 1312, 601]
headline: WHY ORIGINAL CONDITIONS WERE ACCEPTED — [912, 1735, 1093, 1759]
subheadline: GOVERNMENT'S POLICY CRITICISED — [298, 127, 435, 151]
subheadline: BRITISH GOVERNMENT DECIDES ON STRONG POLICY. — [67, 1248, 249, 1272]
article-text: As to the British system of enemy observation, the Germans used Zeppelins, seaplanes, and light craft, their naval air service being far more advanced than ours. In Jutland the German fleet obtained information from the Zeppelins which kept them informed of the position of the ships. Lord Jellicoe complains of the quality of the searchlights, but he could have secured starshell if he had asked for them. — [63, 753, 253, 859]
article-text: The amendment was negatived by 311 votes to 38.—Aus.-N.Z. Cable Assn. — [271, 646, 462, 668]
receipt-date: (Rec. February 16, 11.30 p.m.) — [1405, 565, 1519, 575]
subheadline: PROVISIONS OF THE COVENANT — [516, 194, 851, 217]
article-text: Paris, February 15. A Women's Suffrage Conference in Paris adopted a motion by Miss Atkinson, of New Zealand, to submit a series of resolutions to the Peace Conference, demanding equality for women in the matter of the franchise, the moral standard, and working conditions. It will ask the conference to appoint a commission for the investigation of international questions affecting women and children.—Aus.-N.Z. Cable Assn. — [271, 1535, 462, 1653]
subheadline: "NO WISH TO COMPETE WITH ENGLAND AND FRANCE." — [1131, 1661, 1298, 1685]
headline: INSURRECTION REPORTS — [1679, 1199, 1812, 1210]
article-text: London, February 14. The Red Cross from May, 1918, to November 30 received an income of £220,579. The expenditure totalled £211,795, including salaries and allowances £8667, and cost of stores £176,842. The Red Cross war fund now totals £20,000,000.—Aus.-N.Z. Cable Assn. — [271, 1806, 462, 1876]
receipt-date: (Rec. February 16, 5.5 p.m.) — [1162, 1384, 1268, 1394]
